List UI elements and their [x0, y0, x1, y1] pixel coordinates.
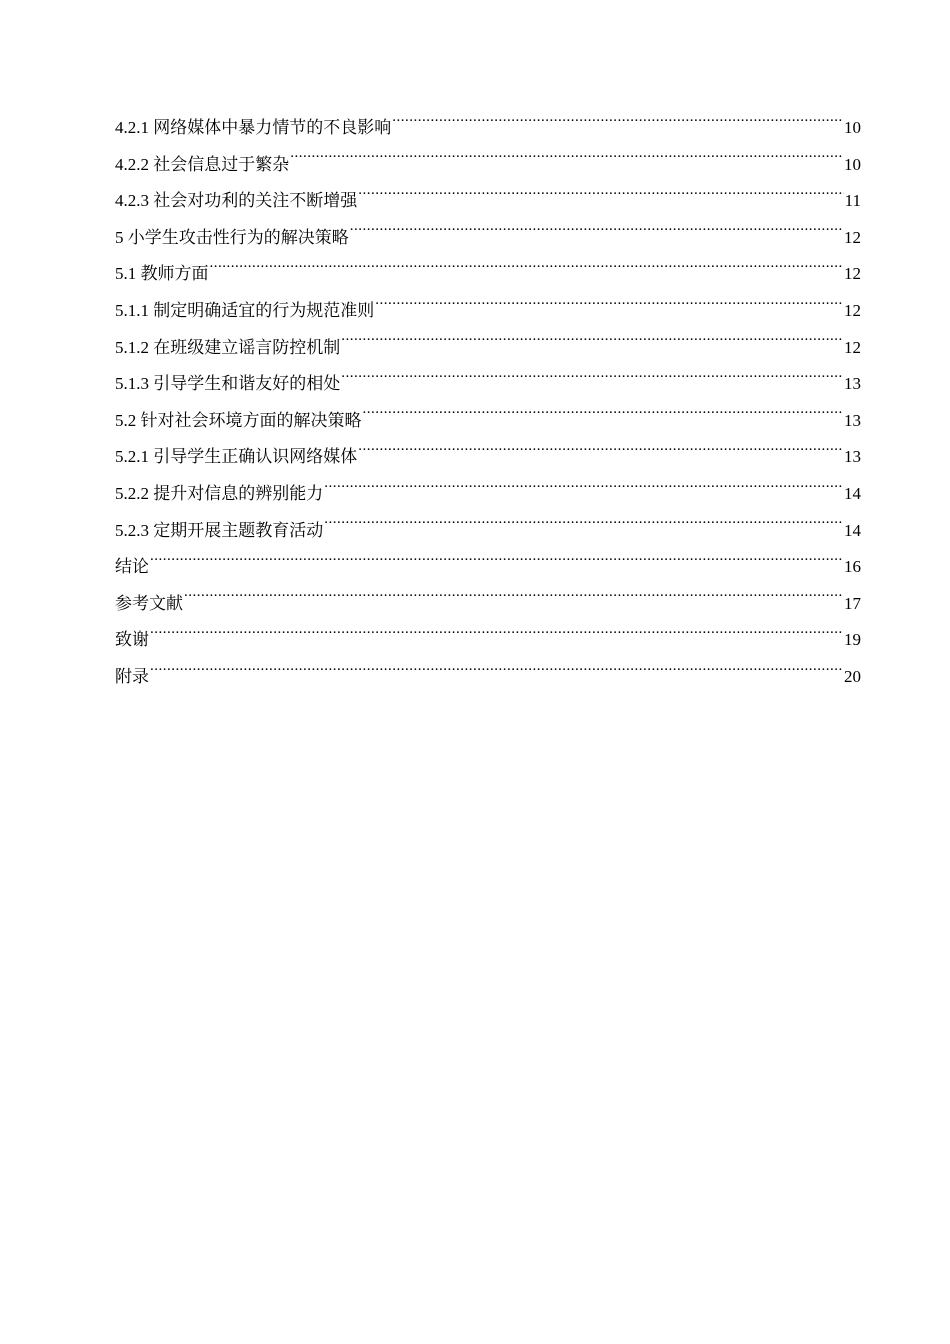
toc-entry[interactable]: [115, 439, 861, 476]
toc-entry-title: 4.2.3 社会对功利的关注不断增强: [115, 191, 358, 211]
toc-entry-title: 5.2.1 引导学生正确认识网络媒体: [115, 447, 358, 467]
toc-dot-leader: [363, 409, 844, 426]
toc-entry[interactable]: [115, 183, 861, 220]
toc-entry-title: 附录: [115, 666, 149, 686]
toc-dot-leader: [341, 372, 843, 389]
toc-entry-title: 5 小学生攻击性行为的解决策略: [115, 227, 349, 247]
toc-entry-title: 结论: [115, 557, 149, 577]
toc-dot-leader: [350, 226, 843, 243]
toc-entry[interactable]: [115, 293, 861, 330]
toc-entry[interactable]: [115, 147, 861, 184]
toc-dot-leader: [150, 555, 843, 572]
toc-entry-title: 5.1.2 在班级建立谣言防控机制: [115, 337, 341, 357]
toc-dot-leader: [324, 482, 843, 499]
toc-entry-page-number: 10: [844, 118, 861, 137]
toc-entry[interactable]: [115, 366, 861, 403]
toc-dot-leader: [358, 189, 843, 206]
toc-dot-leader: [358, 445, 843, 462]
toc-entry-page-number: 12: [844, 337, 861, 357]
toc-entry-page-number: 14: [844, 483, 861, 503]
toc-entry-title: 5.2.2 提升对信息的辨别能力: [115, 483, 324, 503]
toc-entry-page-number: 16: [844, 557, 861, 577]
toc-entry-page-number: 13: [844, 374, 861, 394]
toc-entry-title: 4.2.2 社会信息过于繁杂: [115, 154, 290, 174]
toc-entry-title: 5.1.3 引导学生和谐友好的相处: [115, 374, 341, 394]
toc-entry-page-number: 12: [844, 264, 861, 284]
toc-entry[interactable]: [115, 330, 861, 367]
toc-entry-title: 参考文献: [115, 593, 183, 613]
toc-entry[interactable]: [115, 659, 861, 696]
toc-dot-leader: [290, 153, 843, 170]
toc-entry-title: 5.2 针对社会环境方面的解决策略: [115, 410, 362, 430]
toc-dot-leader: [324, 519, 843, 536]
toc-entry-page-number: 19: [844, 630, 861, 650]
toc-entry[interactable]: [115, 476, 861, 513]
toc-entry[interactable]: [115, 586, 861, 623]
table-of-contents: [115, 110, 861, 696]
toc-entry[interactable]: [115, 220, 861, 257]
toc-entry-title: 致谢: [115, 630, 149, 650]
toc-entry-page-number: 12: [844, 300, 861, 320]
toc-entry[interactable]: [115, 622, 861, 659]
toc-dot-leader: [150, 665, 843, 682]
toc-dot-leader: [392, 116, 843, 133]
toc-entry-title: 5.1.1 制定明确适宜的行为规范准则: [115, 300, 375, 320]
toc-entry[interactable]: [115, 403, 861, 440]
toc-entry-page-number: 11: [844, 191, 861, 211]
toc-dot-leader: [184, 592, 843, 609]
toc-entry-title: 5.1 教师方面: [115, 264, 209, 284]
toc-entry-page-number: 13: [844, 447, 861, 467]
toc-entry-page-number: 10: [844, 154, 861, 174]
toc-entry-page-number: 20: [844, 666, 861, 686]
toc-entry-title: 5.2.3 定期开展主题教育活动: [115, 520, 324, 540]
toc-entry-page-number: 14: [844, 520, 861, 540]
toc-dot-leader: [341, 336, 843, 353]
toc-entry[interactable]: [115, 110, 861, 147]
toc-entry-page-number: 13: [844, 410, 861, 430]
toc-entry-page-number: 17: [844, 593, 861, 613]
toc-dot-leader: [375, 299, 843, 316]
toc-entry-title: 4.2.1 网络媒体中暴力情节的不良影响: [115, 118, 392, 137]
toc-entry[interactable]: [115, 256, 861, 293]
toc-entry[interactable]: [115, 549, 861, 586]
toc-dot-leader: [210, 262, 844, 279]
toc-entry-page-number: 12: [844, 227, 861, 247]
toc-dot-leader: [150, 628, 843, 645]
toc-entry[interactable]: [115, 513, 861, 550]
